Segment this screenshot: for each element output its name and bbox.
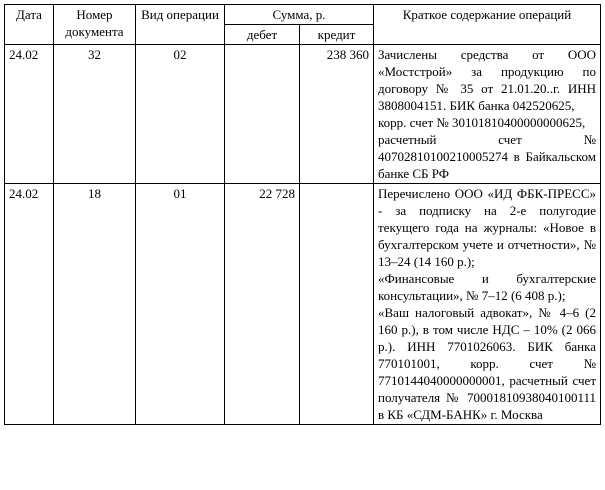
cell-debit: 22 728 bbox=[225, 184, 300, 425]
table-row bbox=[5, 45, 601, 184]
summary-text: Зачислены средства от ООО «Мостстрой» за продукцию по договору № 35 от 21.01.20..г. ИНН 3808004151. БИК банка 042520625, bbox=[378, 47, 596, 113]
cell-date: 24.02 bbox=[5, 184, 54, 425]
cell-credit bbox=[300, 184, 374, 425]
operations-table bbox=[4, 4, 601, 425]
summary-text: корр. счет № 30101810400000000625, bbox=[378, 115, 586, 130]
header-doc-number: Номер документа bbox=[54, 5, 136, 45]
cell-date: 24.02 bbox=[5, 45, 54, 184]
header-credit: кредит bbox=[300, 25, 374, 45]
cell-credit: 238 360 bbox=[300, 45, 374, 184]
cell-doc-number: 18 bbox=[54, 184, 136, 425]
summary-text: Перечислено ООО «ИД ФБК-ПРЕСС» - за подписку на 2-е полугодие текущего года на журналы: «Новое в бухгалтерском учете и отчетности», № 13–24 (14 160 р.); bbox=[378, 186, 596, 269]
cell-op-type: 01 bbox=[136, 184, 225, 425]
cell-debit bbox=[225, 45, 300, 184]
header-debit: дебет bbox=[225, 25, 300, 45]
cell-summary bbox=[374, 45, 601, 184]
header-op-type: Вид операции bbox=[136, 5, 225, 45]
header-amount: Сумма, р. bbox=[225, 5, 374, 25]
cell-doc-number: 32 bbox=[54, 45, 136, 184]
header-row bbox=[5, 5, 601, 25]
summary-text: «Ваш налоговый адвокат», № 4–6 (2 160 р.), в том числе НДС – 10% (2 066 р.). ИНН 7701026063. БИК банка 770101001, корр. счет № 7710144040000000001, расчетный счет получателя № 70001810938040100111 в КБ «СДМ-БАНК» г. Москва bbox=[378, 305, 596, 422]
header-summary: Краткое содержание операций bbox=[374, 5, 601, 45]
cell-op-type: 02 bbox=[136, 45, 225, 184]
table-row bbox=[5, 184, 601, 425]
cell-summary bbox=[374, 184, 601, 425]
header-date: Дата bbox=[5, 5, 54, 45]
summary-text: расчетный счет № 40702810100210005274 в Байкальском банке СБ РФ bbox=[378, 132, 596, 181]
summary-text: «Финансовые и бухгалтерские консультации», № 7–12 (6 408 р.); bbox=[378, 271, 596, 303]
